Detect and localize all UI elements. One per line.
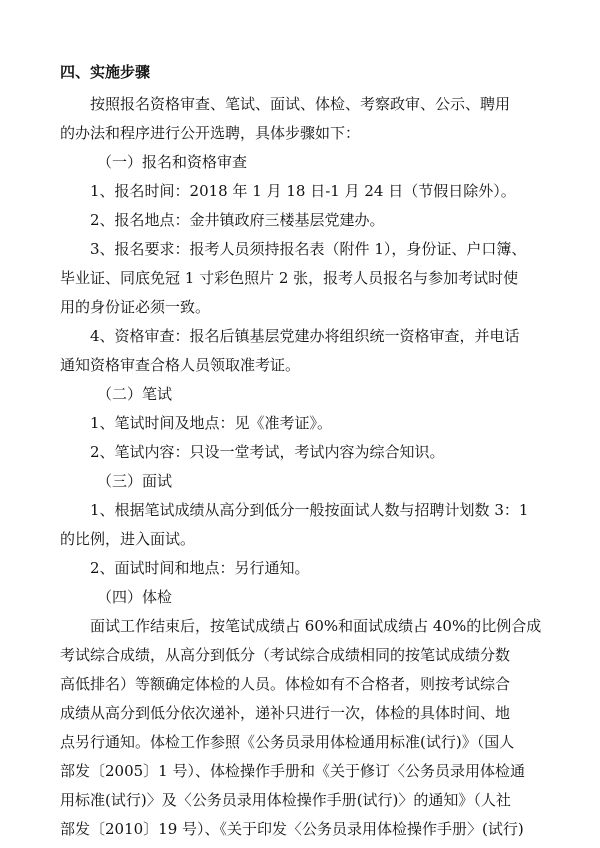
- paragraph-line: 毕业证、同底免冠 1 寸彩色照片 2 张，报考人员报名与参加考试时使: [60, 269, 519, 287]
- paragraph-line: 2、笔试内容：只设一堂考试，考试内容为综合知识。: [90, 443, 445, 461]
- paragraph-line: 1、笔试时间及地点：见《准考证》。: [90, 414, 333, 432]
- paragraph-line: 点另行通知。体检工作参照《公务员录用体检通用标准(试行)》（国人: [60, 733, 515, 751]
- paragraph-line: 2、面试时间和地点：另行通知。: [90, 559, 310, 577]
- paragraph-line: 面试工作结束后，按笔试成绩占 60%和面试成绩占 40%的比例合成: [90, 617, 542, 635]
- section-heading: 四、实施步骤: [60, 63, 151, 81]
- paragraph-line: 3、报名要求：报考人员须持报名表（附件 1），身份证、户口簿、: [90, 240, 527, 258]
- paragraph-line: 高低排名）等额确定体检的人员。体检如有不合格者，则按考试综合: [60, 675, 511, 693]
- subsection-title: （三）面试: [97, 472, 173, 490]
- paragraph-line: 的比例，进入面试。: [60, 530, 196, 548]
- paragraph-line: 按照报名资格审查、笔试、面试、体检、考察政审、公示、聘用: [90, 95, 511, 113]
- paragraph-line: 的办法和程序进行公开选聘，具体步骤如下：: [60, 124, 361, 142]
- paragraph-line: 成绩从高分到低分依次递补，递补只进行一次，体检的具体时间、地: [60, 704, 511, 722]
- paragraph-line: 通知资格审查合格人员领取准考证。: [60, 356, 301, 374]
- paragraph-line: 2、报名地点：金井镇政府三楼基层党建办。: [90, 211, 385, 229]
- subsection-title: （一）报名和资格审查: [97, 153, 248, 171]
- paragraph-line: 1、报名时间：2018 年 1 月 18 日-1 月 24 日（节假日除外）。: [90, 182, 516, 200]
- paragraph-line: 用标准(试行)〉及〈公务员录用体检操作手册(试行)〉的通知》（人社: [60, 791, 511, 809]
- subsection-title: （四）体检: [97, 588, 173, 606]
- paragraph-line: 部发〔2010〕19 号）、《关于印发〈公务员录用体检操作手册〉(试行): [60, 820, 524, 838]
- paragraph-line: 4、资格审查：报名后镇基层党建办将组织统一资格审查，并电话: [90, 327, 520, 345]
- subsection-title: （二）笔试: [97, 385, 173, 403]
- paragraph-line: 部发〔2005〕1 号）、体检操作手册和《关于修订〈公务员录用体检通: [60, 762, 525, 780]
- paragraph-line: 1、根据笔试成绩从高分到低分一般按面试人数与招聘计划数 3：1: [90, 501, 529, 519]
- paragraph-line: 考试综合成绩，从高分到低分（考试综合成绩相同的按笔试成绩分数: [60, 646, 511, 664]
- paragraph-line: 用的身份证必须一致。: [60, 298, 211, 316]
